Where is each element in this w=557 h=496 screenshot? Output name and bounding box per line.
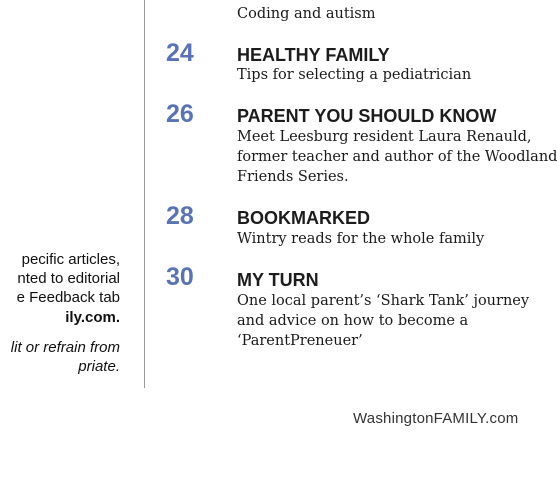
toc-page-number: 30 [166, 263, 194, 291]
toc-entry-desc: Tips for selecting a pediatrician [237, 67, 472, 83]
feedback-site-link[interactable]: ily.com. [65, 309, 120, 326]
feedback-note-line-3: e Feedback tab [16, 289, 120, 306]
toc-page-number: 24 [166, 39, 194, 67]
toc-entry-desc: Friends Series. [237, 169, 349, 185]
toc-section-title[interactable]: MY TURN [237, 270, 319, 290]
toc-page-number: 28 [166, 202, 194, 230]
editorial-note-line-1: lit or refrain from [10, 339, 120, 356]
toc-section-title[interactable]: BOOKMARKED [237, 208, 370, 228]
toc-entry-desc: ‘ParentPreneuer’ [237, 333, 363, 349]
toc-entry-desc: Wintry reads for the whole family [237, 231, 485, 247]
toc-page-number: 26 [166, 100, 194, 128]
toc-section-title[interactable]: PARENT YOU SHOULD KNOW [237, 106, 497, 126]
feedback-note-line-2: nted to editorial [17, 270, 120, 287]
footer-site-url[interactable]: WashingtonFAMILY.com [353, 410, 519, 427]
toc-entry-desc: One local parent’s ‘Shark Tank’ journey [237, 293, 530, 309]
toc-entry-desc: Coding and autism [237, 6, 376, 22]
feedback-note-line-1: pecific articles, [21, 251, 120, 268]
toc-entry-desc: former teacher and author of the Woodland [237, 149, 557, 165]
toc-section-title[interactable]: HEALTHY FAMILY [237, 45, 390, 65]
column-divider [144, 0, 145, 388]
toc-entry-desc: and advice on how to become a [237, 313, 469, 329]
editorial-note-line-2: priate. [78, 358, 120, 375]
toc-entry-desc: Meet Leesburg resident Laura Renauld, [237, 129, 532, 145]
